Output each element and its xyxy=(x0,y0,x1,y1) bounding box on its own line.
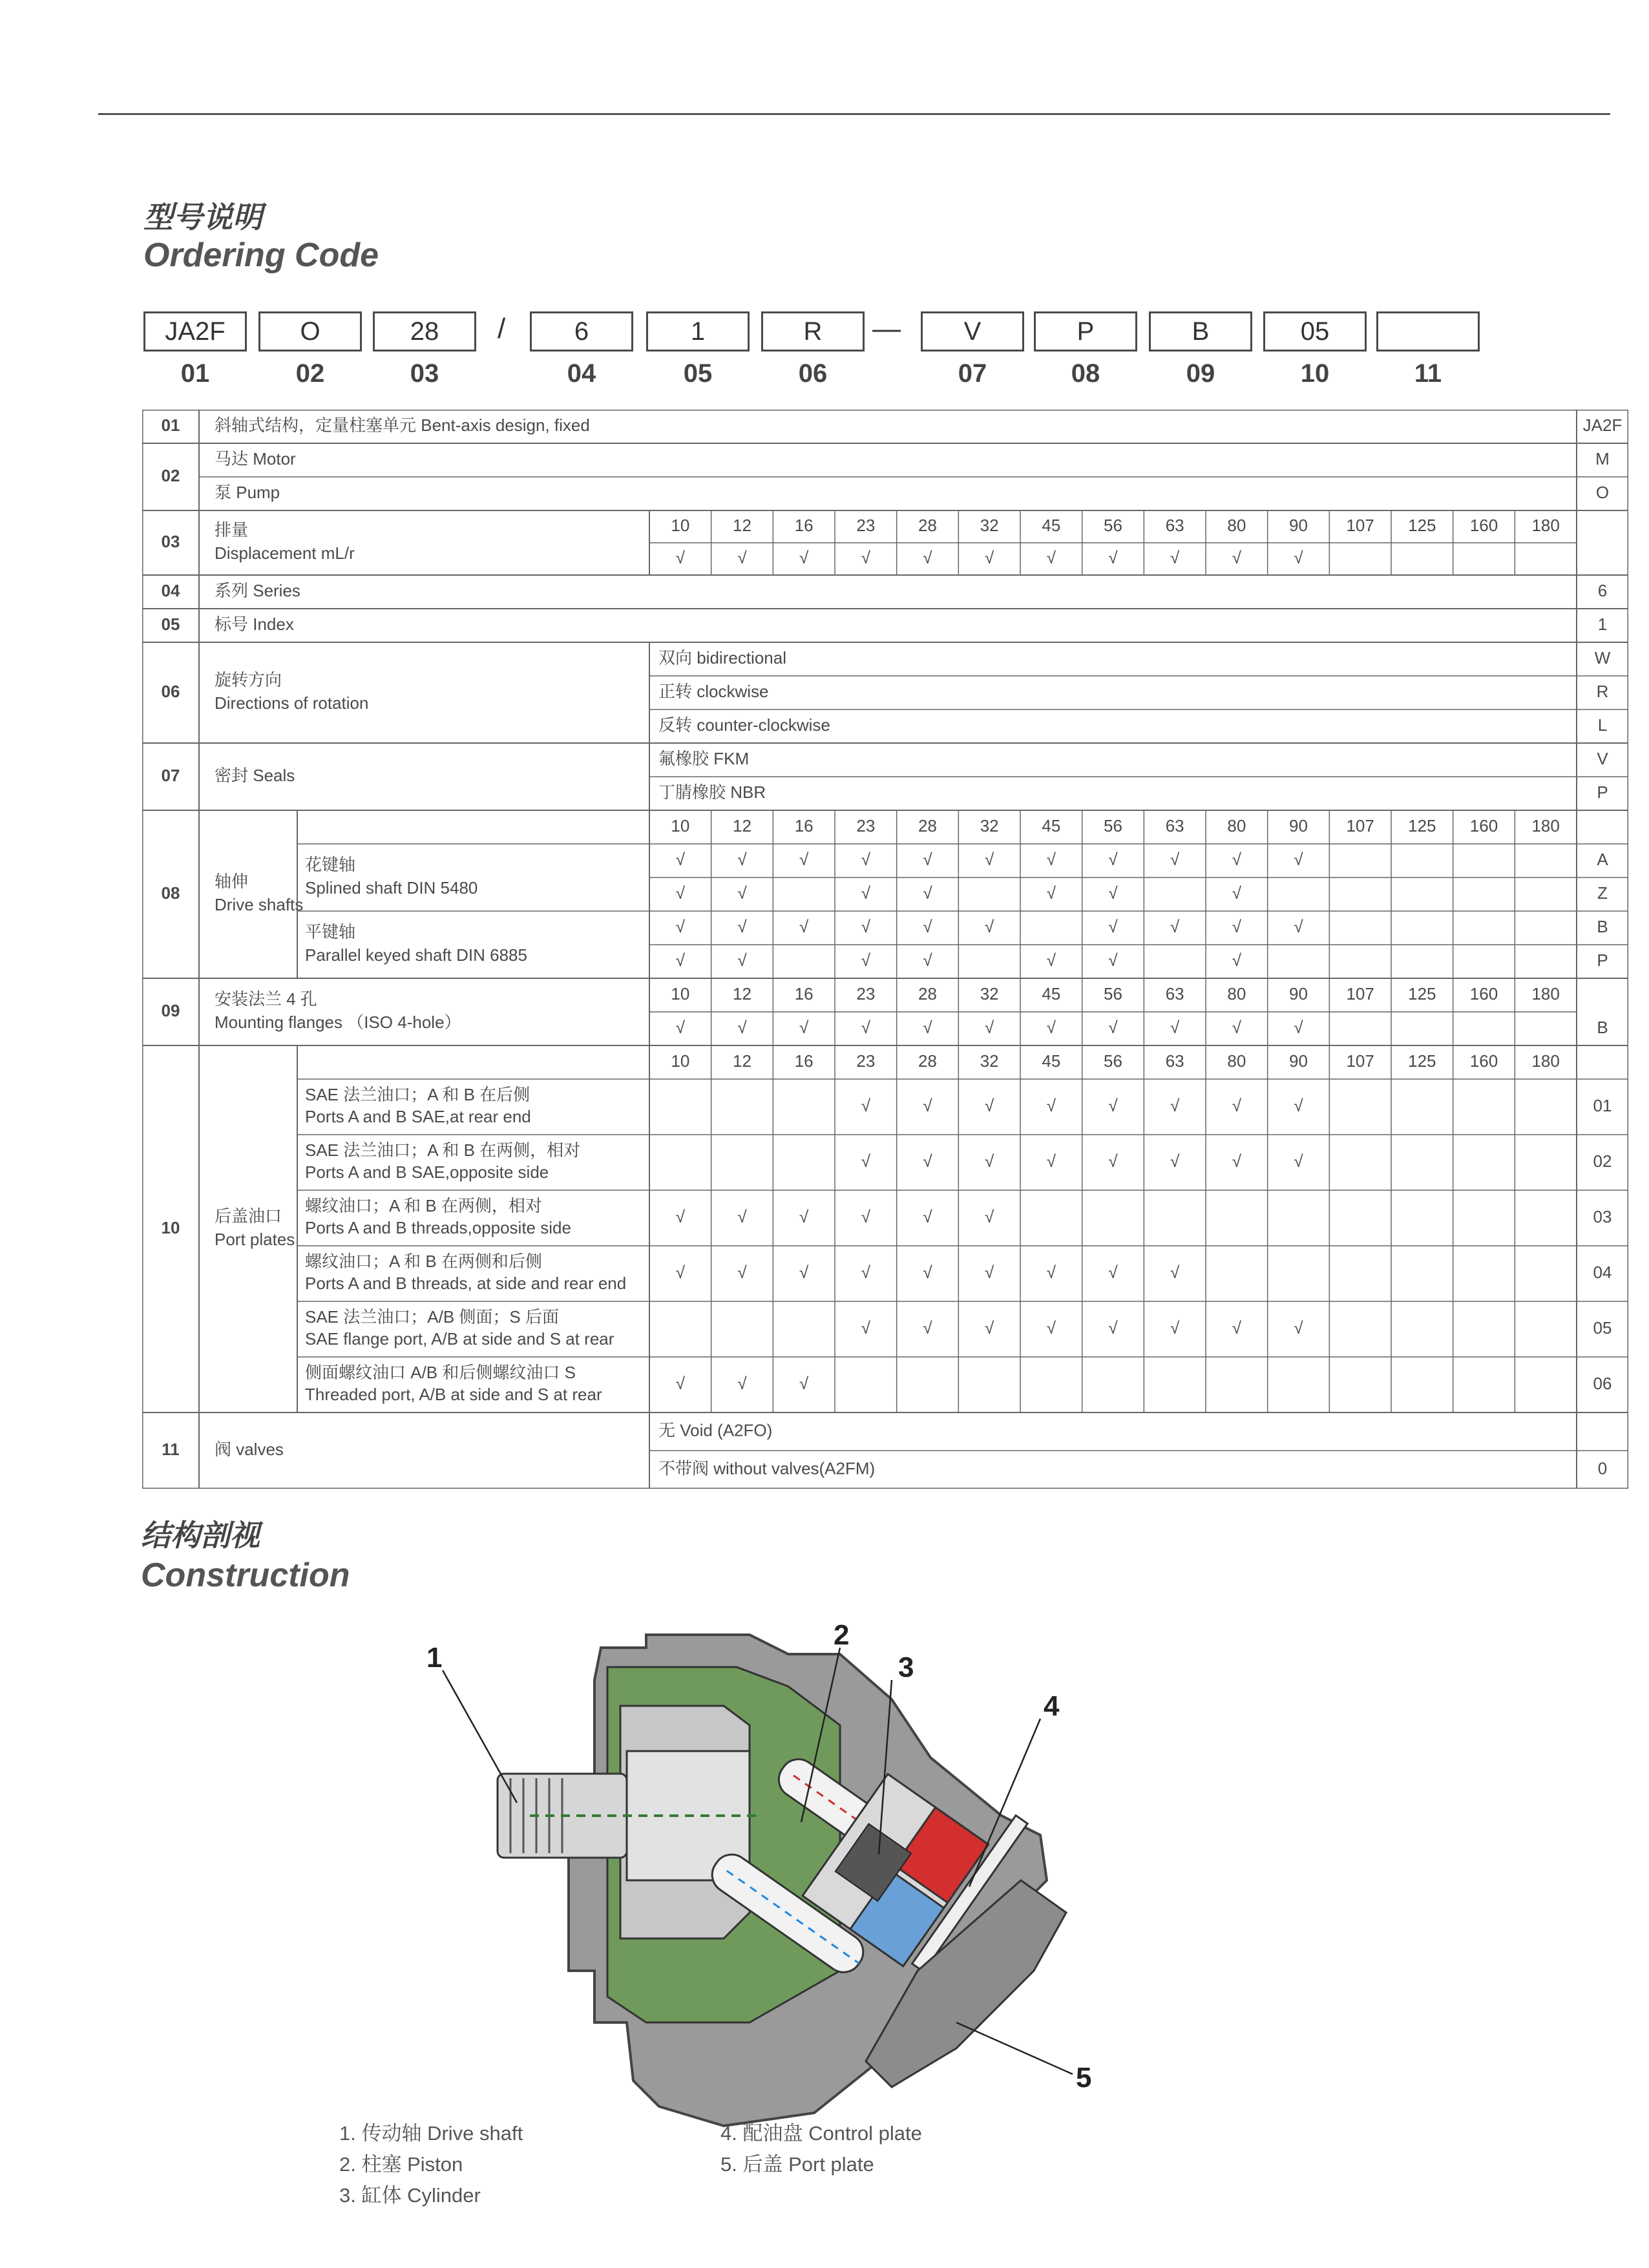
row-10-port-en: Ports A and B SAE,at rear end xyxy=(305,1106,531,1126)
legend-item-1: 1. 传动轴 Drive shaft xyxy=(339,2122,523,2145)
row-03-disp-28: 28 xyxy=(918,515,937,535)
row-09-disp-80: 80 xyxy=(1227,983,1246,1003)
row-03-disp-160: 160 xyxy=(1469,515,1498,535)
ordering-title-en: Ordering Code xyxy=(143,236,379,274)
row-10-code-06: 06 xyxy=(1593,1373,1612,1393)
row-03-disp-12: 12 xyxy=(733,515,751,535)
row-03-disp-10: 10 xyxy=(671,515,690,535)
construction-title-en: Construction xyxy=(141,1557,350,1594)
row-10-05-check: √ xyxy=(1170,1318,1180,1338)
code-pos-09: 09 xyxy=(1186,359,1215,388)
row-10-disp-80: 80 xyxy=(1227,1051,1246,1071)
row-09-disp-125: 125 xyxy=(1408,983,1436,1003)
row-09-check: √ xyxy=(1170,1017,1180,1037)
row-04-label: 系列 Series xyxy=(215,580,300,600)
row-10-06-check: √ xyxy=(799,1373,809,1393)
row-03-check: √ xyxy=(1108,547,1118,567)
row-08-parallel-en: Parallel keyed shaft DIN 6885 xyxy=(305,945,527,965)
row-10-02-check: √ xyxy=(1232,1151,1241,1171)
row-10-04-check: √ xyxy=(737,1262,747,1282)
row-10-disp-56: 56 xyxy=(1104,1051,1122,1071)
row-08-A-check: √ xyxy=(985,849,994,869)
row-10-04-check: √ xyxy=(923,1262,932,1282)
row-10-05-check: √ xyxy=(1232,1318,1241,1338)
row-07-option: 丁腈橡胶 NBR xyxy=(658,782,766,802)
row-02-code-motor: M xyxy=(1595,448,1610,468)
row-09-check: √ xyxy=(1046,1017,1056,1037)
code-pos-06: 06 xyxy=(798,359,828,388)
row-10-03-check: √ xyxy=(737,1206,747,1226)
row-10-port-en: SAE flange port, A/B at side and S at rear xyxy=(305,1328,614,1349)
row-10-04-check: √ xyxy=(1170,1262,1180,1282)
row-09-disp-23: 23 xyxy=(856,983,876,1003)
row-10-port-en: Threaded port, A/B at side and S at rear xyxy=(305,1384,602,1404)
row-08-B-check: √ xyxy=(985,916,994,936)
row-09-num: 09 xyxy=(161,1000,180,1020)
row-02-pump: 泵 Pump xyxy=(215,482,280,502)
row-08-B-check: √ xyxy=(1232,916,1241,936)
row-06-code: L xyxy=(1597,715,1608,735)
row-03-disp-90: 90 xyxy=(1289,515,1308,535)
code-pos-02: 02 xyxy=(295,359,325,388)
row-09-disp-63: 63 xyxy=(1165,983,1184,1003)
row-10-disp-90: 90 xyxy=(1289,1051,1308,1071)
row-09-en: Mounting flanges （ISO 4-hole） xyxy=(215,1012,461,1032)
row-10-05-check: √ xyxy=(923,1318,932,1338)
row-10-code-01: 01 xyxy=(1593,1095,1612,1115)
row-10-port-cn: SAE 法兰油口；A 和 B 在后侧 xyxy=(305,1084,530,1104)
row-09-check: √ xyxy=(923,1017,932,1037)
row-06-option: 反转 counter-clockwise xyxy=(658,715,830,735)
row-08-disp-180: 180 xyxy=(1531,815,1560,835)
row-10-disp-107: 107 xyxy=(1346,1051,1374,1071)
code-box-06: R xyxy=(761,311,865,352)
row-08-disp-12: 12 xyxy=(733,815,751,835)
row-02-code-pump: O xyxy=(1595,482,1610,502)
row-10-disp-12: 12 xyxy=(733,1051,751,1071)
row-08-code-A: A xyxy=(1597,849,1608,869)
row-09-check: √ xyxy=(1294,1017,1303,1037)
row-10-port-cn: 螺纹油口；A 和 B 在两侧和后侧 xyxy=(305,1251,542,1271)
code-pos-08: 08 xyxy=(1071,359,1100,388)
construction-title-cn: 结构剖视 xyxy=(141,1518,260,1553)
row-10-port-cn: SAE 法兰油口；A 和 B 在两侧，相对 xyxy=(305,1140,581,1160)
row-04-code: 6 xyxy=(1597,580,1608,600)
row-08-A-check: √ xyxy=(923,849,932,869)
row-11-label: 阀 valves xyxy=(215,1439,284,1459)
row-06-cn: 旋转方向 xyxy=(215,669,282,689)
row-10-01-check: √ xyxy=(1232,1095,1241,1115)
row-08-splined-en: Splined shaft DIN 5480 xyxy=(305,877,478,898)
row-11-num: 11 xyxy=(162,1439,180,1459)
row-10-04-check: √ xyxy=(675,1262,685,1282)
row-10-06-check: √ xyxy=(737,1373,747,1393)
row-10-05-check: √ xyxy=(1108,1318,1118,1338)
row-10-04-check: √ xyxy=(1108,1262,1118,1282)
row-08-B-check: √ xyxy=(861,916,870,936)
row-09-check: √ xyxy=(985,1017,994,1037)
row-09-code: B xyxy=(1597,1017,1608,1037)
row-06-en: Directions of rotation xyxy=(215,693,369,713)
row-03-en: Displacement mL/r xyxy=(215,543,355,563)
row-08-disp-23: 23 xyxy=(856,815,876,835)
code-box-09: B xyxy=(1149,311,1252,352)
row-03-disp-63: 63 xyxy=(1165,515,1184,535)
row-07-option: 氟橡胶 FKM xyxy=(658,748,750,768)
row-10-cn: 后盖油口 xyxy=(215,1206,282,1226)
row-09-disp-28: 28 xyxy=(918,983,937,1003)
row-10-02-check: √ xyxy=(1046,1151,1056,1171)
row-08-P-check: √ xyxy=(675,950,685,970)
row-10-03-check: √ xyxy=(923,1206,932,1226)
row-09-check: √ xyxy=(1108,1017,1118,1037)
row-08-Z-check: √ xyxy=(1232,883,1241,903)
row-10-06-check: √ xyxy=(675,1373,685,1393)
row-10-03-check: √ xyxy=(799,1206,809,1226)
code-box-02: O xyxy=(258,311,362,352)
row-08-P-check: √ xyxy=(1232,950,1241,970)
row-07-code: V xyxy=(1597,748,1608,768)
row-03-check: √ xyxy=(1046,547,1056,567)
row-09-cn: 安装法兰 4 孔 xyxy=(215,989,317,1009)
code-pos-11: 11 xyxy=(1414,359,1442,388)
code-pos-07: 07 xyxy=(958,359,987,388)
row-08-P-check: √ xyxy=(1108,950,1118,970)
row-09-disp-107: 107 xyxy=(1346,983,1374,1003)
row-09-disp-90: 90 xyxy=(1289,983,1308,1003)
row-10-code-05: 05 xyxy=(1593,1318,1612,1338)
row-08-Z-check: √ xyxy=(861,883,870,903)
row-08-Z-check: √ xyxy=(1046,883,1056,903)
row-10-01-check: √ xyxy=(861,1095,870,1115)
row-03-disp-80: 80 xyxy=(1227,515,1246,535)
row-08-disp-10: 10 xyxy=(671,815,690,835)
code-pos-01: 01 xyxy=(180,359,210,388)
code-box-01: JA2F xyxy=(143,311,247,352)
row-10-num: 10 xyxy=(161,1217,180,1237)
row-10-code-04: 04 xyxy=(1593,1262,1612,1282)
row-08-cn: 轴伸 xyxy=(215,871,249,891)
row-10-port-en: Ports A and B threads, at side and rear end xyxy=(305,1273,627,1293)
row-08-Z-check: √ xyxy=(1108,883,1118,903)
row-10-04-check: √ xyxy=(985,1262,994,1282)
row-03-disp-23: 23 xyxy=(856,515,876,535)
row-10-en: Port plates xyxy=(215,1229,295,1249)
row-10-02-check: √ xyxy=(1108,1151,1118,1171)
code-box-04: 6 xyxy=(530,311,633,352)
row-08-disp-45: 45 xyxy=(1042,815,1061,835)
row-10-04-check: √ xyxy=(861,1262,870,1282)
row-10-code-03: 03 xyxy=(1593,1206,1612,1226)
top-rule xyxy=(98,113,1610,115)
row-01-num: 01 xyxy=(161,415,180,435)
row-09-check: √ xyxy=(799,1017,809,1037)
row-10-05-check: √ xyxy=(861,1318,870,1338)
row-09-disp-16: 16 xyxy=(794,983,814,1003)
callout-5: 5 xyxy=(1076,2062,1092,2094)
row-08-A-check: √ xyxy=(1170,849,1180,869)
callout-3: 3 xyxy=(898,1652,914,1683)
row-08-B-check: √ xyxy=(1294,916,1303,936)
row-07-label: 密封 Seals xyxy=(215,765,295,785)
row-08-B-check: √ xyxy=(1170,916,1180,936)
row-08-disp-16: 16 xyxy=(794,815,814,835)
code-pos-03: 03 xyxy=(410,359,439,388)
row-10-05-check: √ xyxy=(1046,1318,1056,1338)
row-03-disp-56: 56 xyxy=(1104,515,1122,535)
row-05-label: 标号 Index xyxy=(215,614,294,634)
row-08-code-B: B xyxy=(1597,916,1608,936)
row-08-parallel-cn: 平键轴 xyxy=(305,921,356,941)
row-08-code-Z: Z xyxy=(1597,883,1608,903)
code-separator-dash: — xyxy=(872,313,901,344)
row-10-disp-125: 125 xyxy=(1408,1051,1436,1071)
row-01-label: 斜轴式结构，定量柱塞单元 Bent-axis design, fixed xyxy=(215,415,590,435)
row-03-check: √ xyxy=(1170,547,1180,567)
row-08-disp-63: 63 xyxy=(1165,815,1184,835)
row-10-05-check: √ xyxy=(985,1318,994,1338)
row-10-03-check: √ xyxy=(861,1206,870,1226)
row-09-disp-12: 12 xyxy=(733,983,751,1003)
row-10-01-check: √ xyxy=(1294,1095,1303,1115)
row-10-disp-23: 23 xyxy=(856,1051,876,1071)
row-08-A-check: √ xyxy=(737,849,747,869)
row-07-code: P xyxy=(1597,782,1608,802)
row-08-B-check: √ xyxy=(675,916,685,936)
row-08-A-check: √ xyxy=(1294,849,1303,869)
code-box-08: P xyxy=(1034,311,1137,352)
row-08-B-check: √ xyxy=(1108,916,1118,936)
code-box-07: V xyxy=(921,311,1024,352)
callout-4: 4 xyxy=(1044,1690,1060,1722)
row-06-code: W xyxy=(1594,647,1611,667)
row-05-code: 1 xyxy=(1597,614,1608,634)
row-08-code-P: P xyxy=(1597,950,1608,970)
row-10-02-check: √ xyxy=(985,1151,994,1171)
row-08-B-check: √ xyxy=(737,916,747,936)
row-09-check: √ xyxy=(861,1017,870,1037)
row-08-Z-check: √ xyxy=(923,883,932,903)
row-11-code: 0 xyxy=(1597,1458,1608,1478)
row-06-option: 正转 clockwise xyxy=(658,681,769,701)
row-10-port-cn: SAE 法兰油口；A/B 侧面；S 后面 xyxy=(305,1307,559,1327)
row-10-disp-32: 32 xyxy=(980,1051,999,1071)
row-09-disp-32: 32 xyxy=(980,983,999,1003)
code-pos-04: 04 xyxy=(567,359,596,388)
row-02-motor: 马达 Motor xyxy=(215,448,296,468)
row-08-disp-56: 56 xyxy=(1104,815,1122,835)
row-10-01-check: √ xyxy=(1170,1095,1180,1115)
row-09-disp-160: 160 xyxy=(1469,983,1498,1003)
row-11-option-without: 不带阀 without valves(A2FM) xyxy=(658,1458,876,1478)
row-08-A-check: √ xyxy=(1232,849,1241,869)
row-03-check: √ xyxy=(923,547,932,567)
row-05-num: 05 xyxy=(161,614,180,634)
row-10-02-check: √ xyxy=(861,1151,870,1171)
legend-item-5: 5. 后盖 Port plate xyxy=(720,2153,874,2176)
row-06-num: 06 xyxy=(161,681,180,701)
row-08-P-check: √ xyxy=(861,950,870,970)
legend-item-2: 2. 柱塞 Piston xyxy=(339,2153,463,2176)
callout-1: 1 xyxy=(426,1642,443,1674)
row-09-disp-45: 45 xyxy=(1042,983,1061,1003)
row-10-04-check: √ xyxy=(799,1262,809,1282)
row-08-A-check: √ xyxy=(1108,849,1118,869)
row-03-check: √ xyxy=(1294,547,1303,567)
row-10-disp-180: 180 xyxy=(1531,1051,1560,1071)
row-10-02-check: √ xyxy=(923,1151,932,1171)
row-10-disp-10: 10 xyxy=(671,1051,690,1071)
row-03-check: √ xyxy=(985,547,994,567)
row-04-num: 04 xyxy=(161,580,180,600)
row-08-disp-80: 80 xyxy=(1227,815,1246,835)
row-10-03-check: √ xyxy=(675,1206,685,1226)
row-06-code: R xyxy=(1596,681,1609,701)
row-08-B-check: √ xyxy=(923,916,932,936)
row-10-01-check: √ xyxy=(1108,1095,1118,1115)
code-pos-10: 10 xyxy=(1300,359,1330,388)
row-10-05-check: √ xyxy=(1294,1318,1303,1338)
row-10-disp-45: 45 xyxy=(1042,1051,1061,1071)
row-08-A-check: √ xyxy=(799,849,809,869)
row-08-disp-28: 28 xyxy=(918,815,937,835)
row-10-02-check: √ xyxy=(1170,1151,1180,1171)
row-10-01-check: √ xyxy=(985,1095,994,1115)
row-08-disp-90: 90 xyxy=(1289,815,1308,835)
row-03-disp-32: 32 xyxy=(980,515,999,535)
row-08-disp-125: 125 xyxy=(1408,815,1436,835)
row-08-P-check: √ xyxy=(737,950,747,970)
row-08-P-check: √ xyxy=(923,950,932,970)
row-08-Z-check: √ xyxy=(675,883,685,903)
row-03-check: √ xyxy=(799,547,809,567)
row-08-A-check: √ xyxy=(675,849,685,869)
row-09-check: √ xyxy=(737,1017,747,1037)
row-10-port-en: Ports A and B threads,opposite side xyxy=(305,1217,571,1237)
ordering-table xyxy=(142,410,1628,1489)
row-10-disp-63: 63 xyxy=(1165,1051,1184,1071)
row-03-num: 03 xyxy=(161,531,180,551)
row-09-check: √ xyxy=(1232,1017,1241,1037)
code-box-11 xyxy=(1376,311,1480,352)
row-03-cn: 排量 xyxy=(215,520,249,540)
ordering-title-cn: 型号说明 xyxy=(143,200,262,235)
row-08-disp-32: 32 xyxy=(980,815,999,835)
row-07-num: 07 xyxy=(161,765,180,785)
row-10-04-check: √ xyxy=(1046,1262,1056,1282)
row-08-num: 08 xyxy=(161,883,180,903)
row-08-Z-check: √ xyxy=(737,883,747,903)
row-09-disp-56: 56 xyxy=(1104,983,1122,1003)
row-10-port-en: Ports A and B SAE,opposite side xyxy=(305,1162,549,1182)
motor-cross-section-diagram xyxy=(388,1609,1279,2139)
legend-item-3: 3. 缸体 Cylinder xyxy=(339,2184,481,2207)
row-01-code: JA2F xyxy=(1582,415,1623,435)
row-03-disp-16: 16 xyxy=(794,515,814,535)
row-09-check: √ xyxy=(675,1017,685,1037)
code-separator-slash: / xyxy=(498,313,506,344)
row-08-B-check: √ xyxy=(799,916,809,936)
code-box-10: 05 xyxy=(1263,311,1367,352)
row-03-check: √ xyxy=(861,547,870,567)
row-10-01-check: √ xyxy=(1046,1095,1056,1115)
row-10-port-cn: 侧面螺纹油口 A/B 和后侧螺纹油口 S xyxy=(305,1362,576,1382)
row-08-splined-cn: 花键轴 xyxy=(305,854,356,874)
row-03-disp-107: 107 xyxy=(1346,515,1374,535)
row-10-01-check: √ xyxy=(923,1095,932,1115)
row-10-disp-28: 28 xyxy=(918,1051,937,1071)
row-02-num: 02 xyxy=(161,465,180,485)
row-03-disp-45: 45 xyxy=(1042,515,1061,535)
row-03-check: √ xyxy=(675,547,685,567)
row-11-option-void: 无 Void (A2FO) xyxy=(658,1420,773,1440)
row-09-disp-180: 180 xyxy=(1531,983,1560,1003)
row-08-A-check: √ xyxy=(861,849,870,869)
row-09-disp-10: 10 xyxy=(671,983,690,1003)
callout-2: 2 xyxy=(834,1619,850,1651)
row-03-check: √ xyxy=(1232,547,1241,567)
row-06-option: 双向 bidirectional xyxy=(658,647,786,667)
row-08-disp-107: 107 xyxy=(1346,815,1374,835)
row-10-disp-160: 160 xyxy=(1469,1051,1498,1071)
row-10-port-cn: 螺纹油口；A 和 B 在两侧，相对 xyxy=(305,1195,542,1215)
row-03-check: √ xyxy=(737,547,747,567)
row-10-code-02: 02 xyxy=(1593,1151,1612,1171)
row-03-disp-125: 125 xyxy=(1408,515,1436,535)
code-box-05: 1 xyxy=(646,311,750,352)
row-03-disp-180: 180 xyxy=(1531,515,1560,535)
row-08-P-check: √ xyxy=(1046,950,1056,970)
code-box-03: 28 xyxy=(373,311,476,352)
row-10-03-check: √ xyxy=(985,1206,994,1226)
code-pos-05: 05 xyxy=(683,359,713,388)
row-10-disp-16: 16 xyxy=(794,1051,814,1071)
row-10-02-check: √ xyxy=(1294,1151,1303,1171)
row-08-A-check: √ xyxy=(1046,849,1056,869)
row-08-en: Drive shafts xyxy=(215,894,304,914)
row-08-disp-160: 160 xyxy=(1469,815,1498,835)
legend-item-4: 4. 配油盘 Control plate xyxy=(720,2122,922,2145)
